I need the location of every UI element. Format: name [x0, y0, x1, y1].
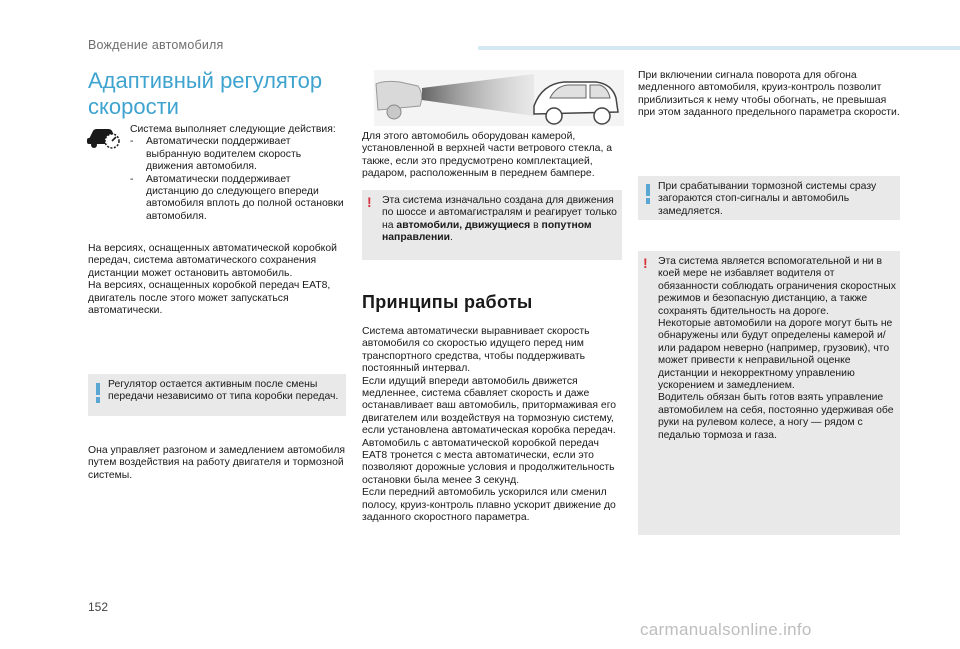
info-box-text: При срабатывании тормозной системы сразу загораются стоп-сигналы и автомобиль замедляется. [658, 181, 877, 217]
auto-gearbox-paragraph [88, 243, 346, 317]
warning-box-text [382, 195, 618, 245]
info-icon [96, 383, 100, 395]
list-dash: - [130, 173, 134, 185]
warning-icon: ! [643, 255, 648, 271]
page-title-line2: скорости [88, 94, 179, 119]
list-item-text: Автоматически поддерживает дистанцию до следующего впереди автомобиля вплоть до полной остановки автомобиля. [146, 173, 344, 222]
intro-text [130, 124, 345, 223]
paragraph: Если передний автомобиль ускорился или сменил полосу, круиз-контроль плавно ускорит движение до заданного скоростного параметра. [362, 487, 616, 524]
info-icon-dot [96, 397, 100, 403]
info-icon-dot [646, 198, 650, 204]
car-with-camera-illustration [374, 70, 624, 126]
page-title-line1: Адаптивный регулятор [88, 68, 323, 93]
paragraph: Если идущий впереди автомобиль движется медленнее, система сбавляет скорость и даже останавливает ваш автомобиль, притормаживая его двигателем или воздействуя на тормозную систему, если установлена автоматическая коробка передач. [362, 375, 617, 437]
paragraph: Автомобиль с автоматической коробкой передач EAT8 тронется с места автоматически, если это позволяют дорожные условия и продолжительность остановки была менее 3 секунд. [362, 437, 615, 486]
paragraph: Водитель обязан быть готов взять управление автомобилем на себя, постоянно удерживая обе руки на рулевом колесе, а ногу — рядом с педалью тормоза и газа. [658, 392, 894, 441]
page-number: 152 [88, 600, 109, 614]
list-item [130, 174, 345, 224]
overtake-paragraph: При включении сигнала поворота для обгона медленного автомобиля, круиз-контроль позволит приблизиться к нему чтобы обогнать, не превышая при этом заданного предельного параметра скорости. [638, 70, 900, 119]
warning-text-mid: в [533, 219, 539, 231]
warning-box-text [658, 256, 896, 442]
info-icon [646, 184, 650, 196]
list-item-text: Автоматически поддерживает выбранную водителем скорость движения автомобиля. [146, 136, 302, 173]
list-item [130, 136, 345, 173]
warning-box [638, 251, 900, 535]
paragraph: Некоторые автомобили на дороге могут быть не обнаружены или будут определены камерой и/или радаром неверно (например, грузовик), что может привести к неправильной оценке дистанции и некорректному управлению ускорением и замедлением. [658, 318, 893, 392]
page-title [88, 68, 338, 120]
warning-text-end: . [450, 232, 453, 244]
info-box [638, 176, 900, 220]
section-header-title: Вождение автомобиля [88, 38, 224, 52]
paragraph: На версиях, оснащенных автоматической коробкой передач, система автоматического сохранения дистанции может остановить автомобиль. [88, 243, 337, 279]
intro-lead: Система выполняет следующие действия: [130, 124, 336, 135]
principles-text [362, 326, 622, 525]
header-accent-bar [478, 46, 960, 50]
camera-paragraph: Для этого автомобиль оборудован камерой, установленной в верхней части ветрового стекла, а также, если это предусмотрено комплектацией, радаром, расположенным в переднем бампере. [362, 131, 613, 180]
paragraph: Эта система является вспомогательной и ни в коей мере не избавляет водителя от обязанности соблюдать ограничения скоростных режимов и безопасную дистанцию, а также сохранять бдительность на дороге. [658, 256, 896, 317]
warning-box [362, 190, 622, 260]
cruise-control-icon [86, 123, 122, 151]
info-box [88, 374, 346, 416]
list-dash: - [130, 136, 134, 148]
paragraph: Система автоматически выравнивает скорость автомобиля со скоростью идущего перед ним транспортного средства, чтобы поддерживать постоянный интервал. [362, 326, 590, 375]
warning-text-start: Эта система изначально создана для движения по шоссе и автомагистралям и реагирует только на [382, 195, 617, 231]
warning-text-bold2: попутном направлении [382, 219, 592, 244]
paragraph: На версиях, оснащенных коробкой передач EAT8, двигатель после этого может запускаться автоматически. [88, 280, 331, 317]
info-box-text: Регулятор остается активным после смены передачи независимо от типа коробки передач. [108, 379, 339, 403]
watermark: carmanualsonline.info [640, 620, 812, 639]
warning-text-bold1: автомобили, движущиеся [396, 219, 531, 231]
warning-icon: ! [367, 194, 372, 210]
control-paragraph: Она управляет разгоном и замедлением автомобиля путем воздействия на работу двигателя и тормозной системы. [88, 445, 346, 481]
principles-heading: Принципы работы [362, 292, 533, 312]
